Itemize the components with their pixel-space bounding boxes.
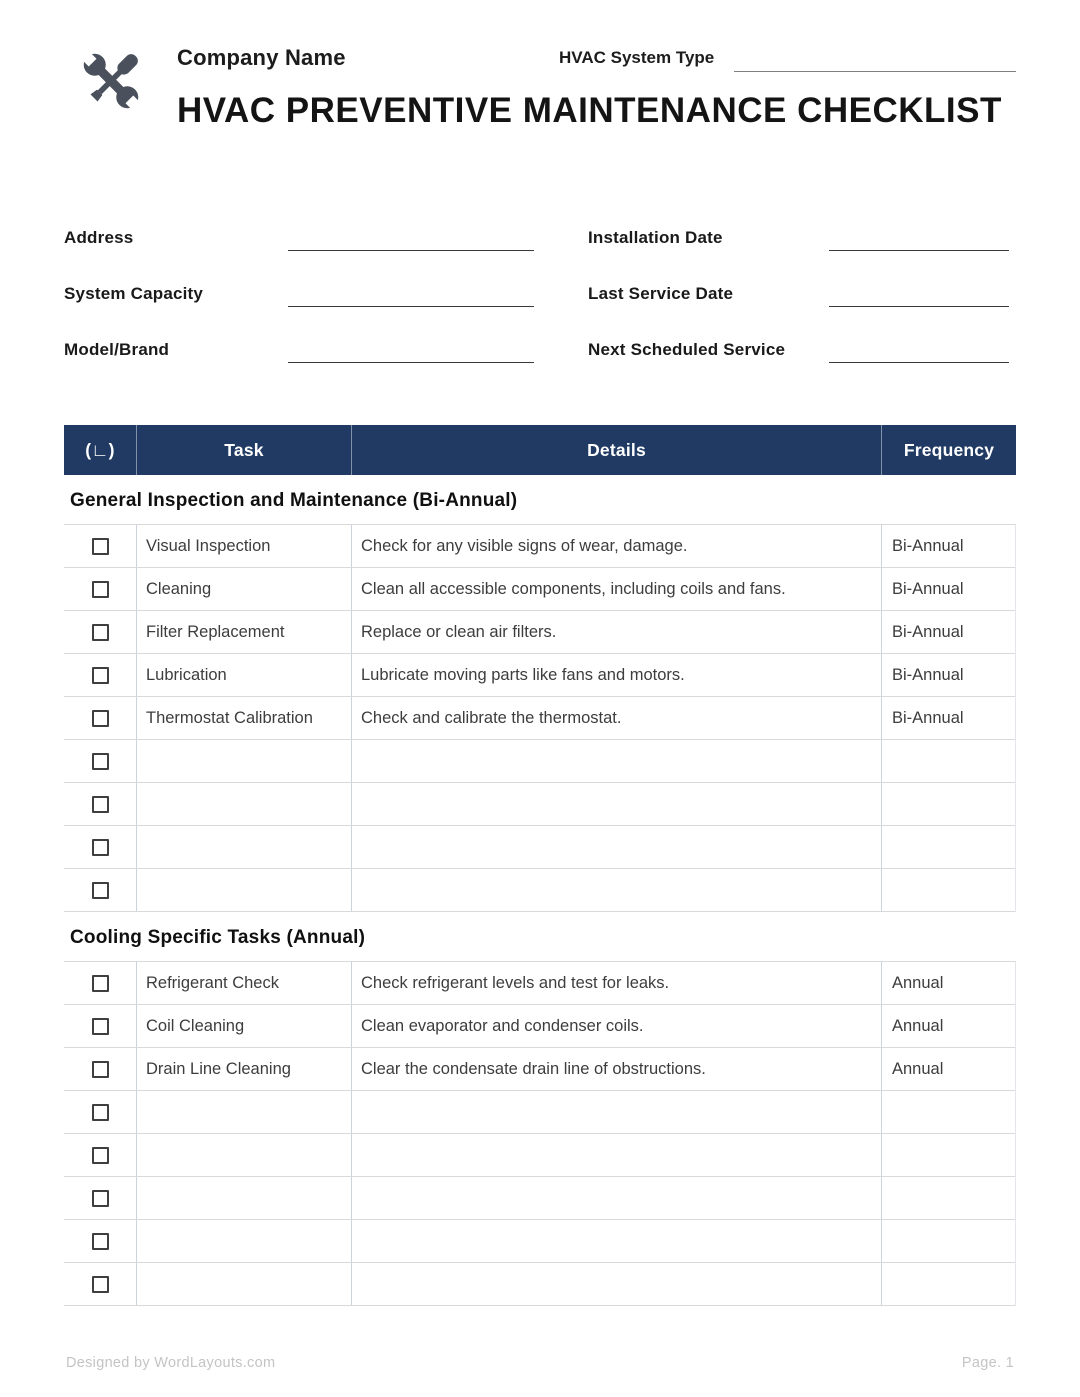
- page-title: HVAC PREVENTIVE MAINTENANCE CHECKLIST: [177, 91, 1002, 130]
- checkbox-cell: [64, 869, 136, 911]
- details-cell: Check refrigerant levels and test for leaks.: [351, 962, 881, 1004]
- frequency-cell: Bi-Annual: [881, 654, 1016, 696]
- task-cell: [136, 869, 351, 911]
- task-checkbox[interactable]: [92, 753, 109, 770]
- checkbox-cell: [64, 1263, 136, 1305]
- task-checkbox[interactable]: [92, 1104, 109, 1121]
- details-cell: [351, 1091, 881, 1133]
- column-header-check: (∟): [85, 439, 115, 460]
- checklist-table: [64, 425, 1016, 1306]
- task-cell: [136, 826, 351, 868]
- details-cell: [351, 1177, 881, 1219]
- task-cell: [136, 1134, 351, 1176]
- installation-date-label: Installation Date: [588, 228, 723, 247]
- table-row: [64, 740, 1015, 783]
- details-cell: Check for any visible signs of wear, damage.: [351, 525, 881, 567]
- table-row: [64, 962, 1015, 1005]
- table-row: [64, 1048, 1015, 1091]
- task-checkbox[interactable]: [92, 1190, 109, 1207]
- task-checkbox[interactable]: [92, 1018, 109, 1035]
- details-cell: [351, 783, 881, 825]
- hvac-system-type-label: HVAC System Type: [559, 48, 715, 67]
- wrench-screwdriver-icon: [75, 45, 147, 117]
- task-cell: [136, 1177, 351, 1219]
- task-cell: [136, 1091, 351, 1133]
- checkbox-cell: [64, 611, 136, 653]
- task-checkbox[interactable]: [92, 975, 109, 992]
- table-row: [64, 826, 1015, 869]
- column-header-task: Task: [136, 425, 351, 475]
- table-row: [64, 697, 1015, 740]
- details-cell: [351, 740, 881, 782]
- column-header-details: Details: [351, 425, 881, 475]
- next-scheduled-service-label: Next Scheduled Service: [588, 340, 786, 359]
- section-body: [64, 524, 1016, 912]
- task-cell: Drain Line Cleaning: [136, 1048, 351, 1090]
- table-row: [64, 654, 1015, 697]
- frequency-cell: Bi-Annual: [881, 568, 1016, 610]
- document-header: [75, 0, 1016, 131]
- frequency-cell: [881, 1263, 1016, 1305]
- next-scheduled-service-input-line[interactable]: [829, 339, 1009, 363]
- task-cell: Lubrication: [136, 654, 351, 696]
- footer-page-number: Page. 1: [961, 1355, 1014, 1371]
- task-cell: [136, 1263, 351, 1305]
- frequency-cell: [881, 740, 1016, 782]
- task-checkbox[interactable]: [92, 538, 109, 555]
- checkbox-cell: [64, 740, 136, 782]
- checklist-section: [64, 490, 1016, 912]
- task-checkbox[interactable]: [92, 667, 109, 684]
- checkbox-cell: [64, 826, 136, 868]
- table-row: [64, 525, 1015, 568]
- details-cell: [351, 1220, 881, 1262]
- task-cell: Filter Replacement: [136, 611, 351, 653]
- system-capacity-label: System Capacity: [64, 284, 204, 303]
- task-cell: Thermostat Calibration: [136, 697, 351, 739]
- checkbox-cell: [64, 697, 136, 739]
- task-checkbox[interactable]: [92, 1061, 109, 1078]
- checkbox-cell: [64, 568, 136, 610]
- task-checkbox[interactable]: [92, 1276, 109, 1293]
- details-cell: Clean all accessible components, including coils and fans.: [351, 568, 881, 610]
- table-row: [64, 1091, 1015, 1134]
- frequency-cell: [881, 1220, 1016, 1262]
- checkbox-cell: [64, 1134, 136, 1176]
- model-brand-input-line[interactable]: [288, 339, 534, 363]
- model-brand-label: Model/Brand: [64, 340, 170, 359]
- table-row: [64, 1177, 1015, 1220]
- details-cell: [351, 1134, 881, 1176]
- table-row: [64, 1134, 1015, 1177]
- frequency-cell: [881, 826, 1016, 868]
- frequency-cell: [881, 1177, 1016, 1219]
- frequency-cell: Annual: [881, 1048, 1016, 1090]
- last-service-date-input-line[interactable]: [829, 283, 1009, 307]
- details-cell: Check and calibrate the thermostat.: [351, 697, 881, 739]
- table-row: [64, 568, 1015, 611]
- table-row: [64, 1263, 1015, 1306]
- checkbox-cell: [64, 962, 136, 1004]
- address-input-line[interactable]: [288, 227, 534, 251]
- task-checkbox[interactable]: [92, 839, 109, 856]
- task-cell: Cleaning: [136, 568, 351, 610]
- checkbox-cell: [64, 654, 136, 696]
- checkbox-cell: [64, 1005, 136, 1047]
- address-label: Address: [64, 228, 134, 247]
- frequency-cell: Bi-Annual: [881, 697, 1016, 739]
- footer-credit: Designed by WordLayouts.com: [66, 1355, 276, 1371]
- task-checkbox[interactable]: [92, 1233, 109, 1250]
- task-checkbox[interactable]: [92, 882, 109, 899]
- section-heading: Cooling Specific Tasks (Annual): [70, 927, 366, 948]
- frequency-cell: Bi-Annual: [881, 525, 1016, 567]
- details-cell: [351, 826, 881, 868]
- checkbox-cell: [64, 1048, 136, 1090]
- details-cell: [351, 1263, 881, 1305]
- column-gap: [534, 306, 588, 307]
- installation-date-input-line[interactable]: [829, 227, 1009, 251]
- checkbox-cell: [64, 783, 136, 825]
- checkbox-cell: [64, 1220, 136, 1262]
- checkbox-cell: [64, 1177, 136, 1219]
- checklist-section: [64, 927, 1016, 1306]
- section-heading: General Inspection and Maintenance (Bi-Annual): [70, 490, 518, 511]
- checklist-table-header: [64, 425, 1016, 475]
- task-checkbox[interactable]: [92, 1147, 109, 1164]
- frequency-cell: [881, 783, 1016, 825]
- info-fields: [64, 227, 1016, 363]
- table-row: [64, 611, 1015, 654]
- task-cell: [136, 1220, 351, 1262]
- column-gap: [534, 362, 588, 363]
- column-gap: [534, 250, 588, 251]
- task-checkbox[interactable]: [92, 581, 109, 598]
- column-header-frequency: Frequency: [881, 425, 1016, 475]
- details-cell: Clean evaporator and condenser coils.: [351, 1005, 881, 1047]
- system-capacity-input-line[interactable]: [288, 283, 534, 307]
- table-row: [64, 783, 1015, 826]
- task-cell: Coil Cleaning: [136, 1005, 351, 1047]
- task-cell: Refrigerant Check: [136, 962, 351, 1004]
- checklist-sections: [64, 490, 1016, 1306]
- hvac-system-type-input-line[interactable]: [734, 45, 1016, 72]
- section-body: [64, 961, 1016, 1306]
- frequency-cell: [881, 1134, 1016, 1176]
- checkbox-cell: [64, 1091, 136, 1133]
- frequency-cell: Annual: [881, 962, 1016, 1004]
- frequency-cell: Annual: [881, 1005, 1016, 1047]
- company-name: Company Name: [177, 45, 346, 70]
- frequency-cell: [881, 1091, 1016, 1133]
- checkbox-cell: [64, 525, 136, 567]
- details-cell: Replace or clean air filters.: [351, 611, 881, 653]
- task-cell: [136, 783, 351, 825]
- table-row: [64, 869, 1015, 912]
- page-footer: [66, 1355, 1014, 1371]
- table-row: [64, 1005, 1015, 1048]
- task-checkbox[interactable]: [92, 710, 109, 727]
- last-service-date-label: Last Service Date: [588, 284, 734, 303]
- frequency-cell: Bi-Annual: [881, 611, 1016, 653]
- task-checkbox[interactable]: [92, 624, 109, 641]
- task-checkbox[interactable]: [92, 796, 109, 813]
- frequency-cell: [881, 869, 1016, 911]
- details-cell: Lubricate moving parts like fans and motors.: [351, 654, 881, 696]
- task-cell: Visual Inspection: [136, 525, 351, 567]
- details-cell: [351, 869, 881, 911]
- table-row: [64, 1220, 1015, 1263]
- task-cell: [136, 740, 351, 782]
- details-cell: Clear the condensate drain line of obstructions.: [351, 1048, 881, 1090]
